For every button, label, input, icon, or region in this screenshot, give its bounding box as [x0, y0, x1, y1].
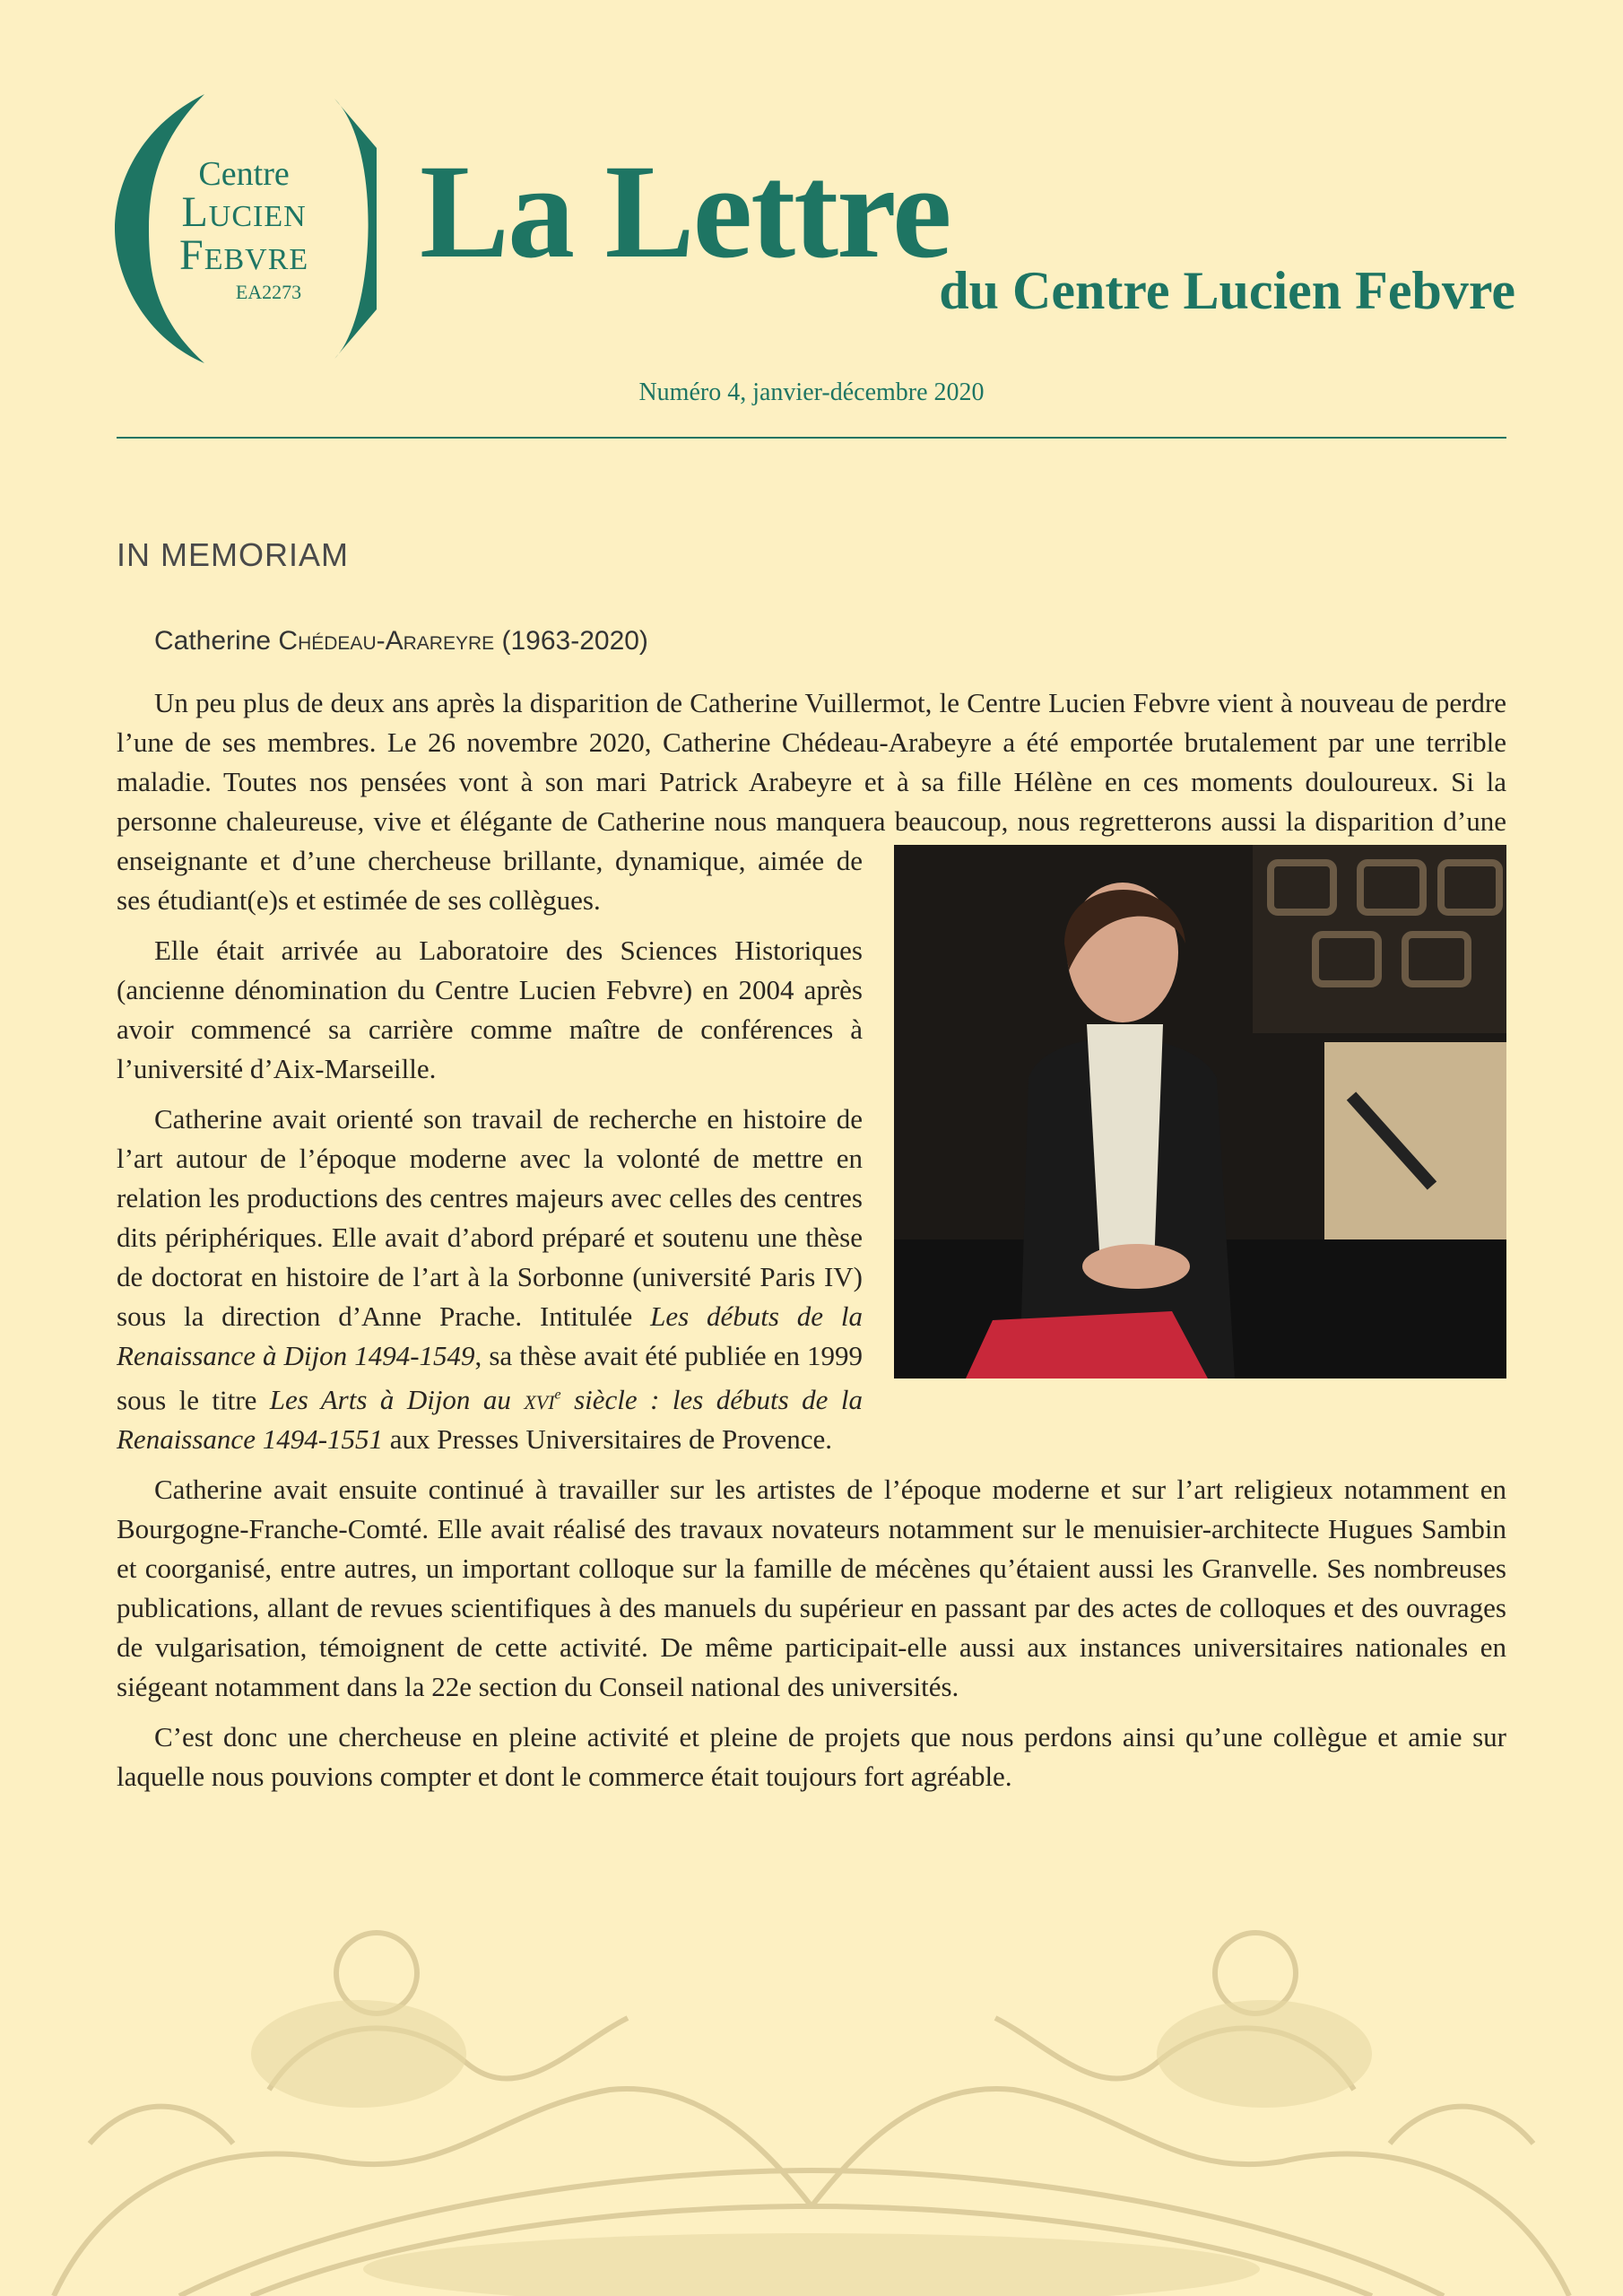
paragraph-2: Elle était arrivée au Laboratoire des Sciences Historiques (ancienne dénomination du Centre Lucien Febvre) en 2004 après avoir commencé sa carrière comme maître de conférences à l’université d’Aix-Marseille. — [117, 935, 863, 1084]
issue-number: Numéro 4, janvier-décembre 2020 — [638, 378, 985, 406]
article-body — [117, 683, 1506, 1807]
book-title-part: Les Arts à Dijon au — [269, 1384, 525, 1416]
centre-lucien-febvre-logo — [115, 94, 384, 363]
p3-text: Catherine avait orienté son travail de recherche en histoire de l’art autour de l’époque moderne avec la volonté de mettre en relation les productions des centres majeurs avec celles des centres dits périphériques. Elle avait d’abord préparé et soutenu une thèse de doctorat en histoire de l’art à la Sorbonne (université Paris IV) sous la direction d’Anne Prache. Intitulée — [117, 1103, 863, 1332]
paragraph-4: Catherine avait ensuite continué à travailler sur les artistes de l’époque moderne et sur l’art religieux notamment en Bourgogne-Franche-Comté. Elle avait réalisé des travaux novateurs notamment sur le menuisier-architecte Hugues Sambin et coorganisé, entre autres, un important colloque sur la famille de mécènes qu’étaient aussi les Granvelle. Ses nombreuses publications, allant de revues scientifiques à des manuels du supérieur en passant par des actes de colloques et des ouvrages de vulgarisation, témoignent de cette activité. De même participait-elle aussi aux instances universitaires nationales en siégeant notamment dans la 22e section du Conseil national des universités. — [117, 1474, 1506, 1703]
newsletter-subtitle: du Centre Lucien Febvre — [939, 261, 1515, 320]
p3-text: aux Presses Universitaires de Provence. — [383, 1423, 833, 1456]
book-title-part: siècle : les débuts de la Renaissance 1494-1551 — [117, 1384, 864, 1456]
century-numeral: xvi — [524, 1384, 555, 1416]
engraving-ornament — [0, 1910, 1623, 2296]
heading-first-name: Catherine — [154, 626, 279, 656]
section-title: IN MEMORIAM — [117, 536, 349, 573]
newsletter-title: La Lettre — [420, 137, 950, 286]
header-divider — [117, 437, 1506, 439]
heading-surname: Chédeau-Arareyre — [278, 626, 495, 656]
paragraph-5: C’est donc une chercheuse en pleine activité et pleine de projets que nous perdons ainsi qu’une collègue et amie sur laquelle nous pouvions compter et dont le commerce était toujours fort agréable. — [117, 1721, 1506, 1793]
paragraph-1: Un peu plus de deux ans après la disparition de Catherine Vuillermot, le Centre Lucien Febvre vient à nouveau de perdre l’une de ses membres. Le 26 novembre 2020, Catherine Chédeau-Arabeyre a été emportée brutalement par une terrible maladie. Toutes nos pensées vont à son mari Patrick Arabeyre et à sa fille Hélène en ces moments douloureux. Si la personne chaleureuse, vive et élégante de Catherine nous manquera beaucoup, nous regretterons aussi la disparition d’une enseignante et d’une chercheuse brillante, dynamique, aimée de ses étudiant(e)s et estimée de ses collègues. — [117, 687, 1506, 916]
p3-text: , sa thèse avait été publiée en 1999 sous le titre — [117, 1340, 863, 1416]
article-heading — [154, 626, 648, 657]
logo-text-febvre: Febvre — [179, 231, 309, 279]
logo-text-centre: Centre — [198, 155, 290, 193]
thesis-title: Les débuts de la Renaissance à Dijon 1494-1549 — [117, 1300, 863, 1371]
portrait-photo — [894, 845, 1506, 1378]
century-superscript: e — [554, 1387, 561, 1403]
heading-dates: (1963-2020) — [494, 626, 648, 656]
logo-code: EA2273 — [235, 281, 302, 303]
logo-text-lucien: Lucien — [181, 188, 307, 236]
